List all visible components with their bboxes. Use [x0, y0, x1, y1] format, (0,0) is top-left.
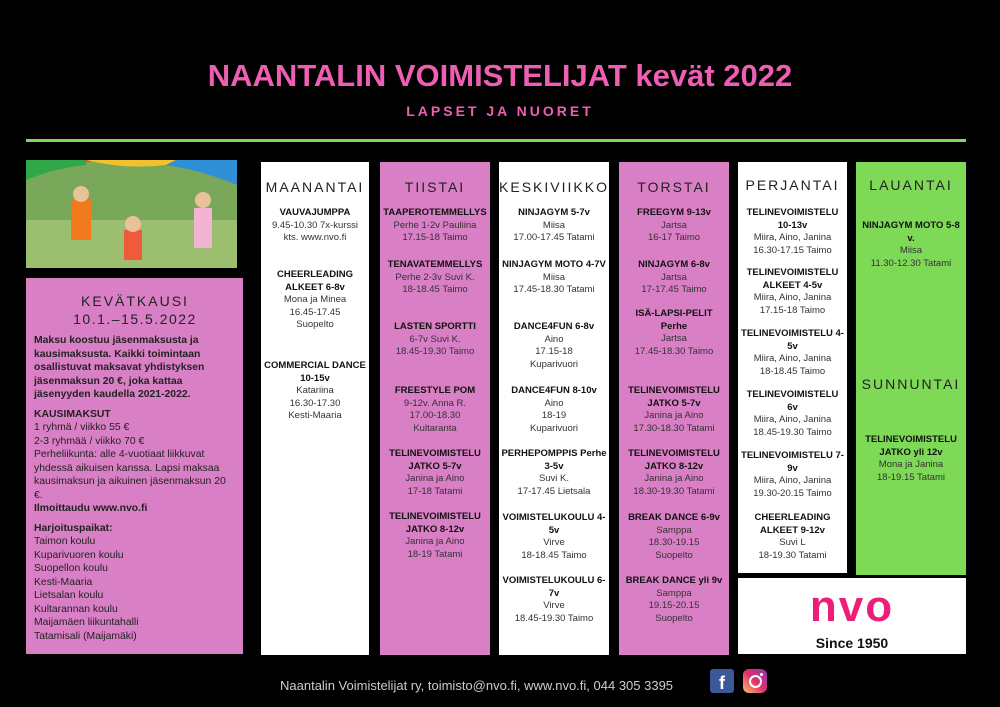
venue-item: Maijamäen liikuntahalli	[34, 617, 139, 628]
venue-item: Lietsalan koulu	[34, 590, 104, 601]
column-keskiviikko	[499, 162, 609, 655]
class-entry: VOIMISTELUKOULU 4-5v Virve 18-18.45 Taimo	[502, 512, 606, 561]
class-entry: COMMERCIAL DANCE 10-15v Katariina 16.30-17.30 Kesti-Maaria	[264, 360, 366, 421]
instagram-icon[interactable]	[743, 669, 767, 693]
class-entry: NINJAGYM 6-8v Jartsa 17-17.45 Taimo	[638, 259, 710, 295]
class-entry: TENAVATEMMELLYS Perhe 2-3v Suvi K. 18-18.45 Taimo	[387, 259, 483, 295]
class-entry: BREAK DANCE yli 9v Samppa 19.15-20.15 Suopelto	[625, 575, 723, 624]
nvo-logo	[738, 578, 966, 654]
class-entry: PERHEPOMPPIS Perhe 3-5v Suvi K. 17-17.45 Lietsala	[501, 448, 607, 497]
day-name: TORSTAI	[637, 179, 711, 195]
fee-item: 1 ryhmä / viikko 55 €	[34, 422, 130, 433]
season-info-panel	[26, 278, 243, 654]
venue-item: Taimon koulu	[34, 536, 96, 547]
class-entry: CHEERLEADING ALKEET 6-8v Mona ja Minea 16.45-17.45 Suopelto	[276, 269, 353, 330]
children-photo	[26, 160, 237, 268]
fee-item: Perheliikunta: alle 4-vuotiaat liikkuvat yhdessä aikuisen kanssa. Lapsi maksaa kausimaksun ja aikuinen jäsenmaksun 20 €.	[34, 449, 226, 501]
venue-item: Suopellon koulu	[34, 563, 108, 574]
fee-item: 2-3 ryhmää / viikko 70 €	[34, 435, 145, 447]
register-link[interactable]: Ilmoittaudu www.nvo.fi	[34, 503, 148, 514]
day-name: SUNNUNTAI	[861, 376, 961, 392]
venue-item: Kultarannan koulu	[34, 603, 118, 615]
class-entry: TELINEVOIMISTELU ALKEET 4-5v Miira, Aino, Janina 17.15-18 Taimo	[746, 267, 839, 316]
class-entry: NINJAGYM MOTO 5-8 v. Miisa 11.30-12.30 Tatami	[862, 220, 960, 269]
class-entry: NINJAGYM 5-7v Miisa 17.00-17.45 Tatami	[513, 207, 595, 243]
class-entry: VAUVAJUMPPA 9.45-10.30 7x-kurssi kts. www.nvo.fi	[271, 207, 359, 243]
season-heading: KEVÄTKAUSI	[81, 293, 189, 309]
day-name: PERJANTAI	[745, 177, 840, 193]
class-entry: FREESTYLE POM 9-12v. Anna R. 17.00-18.30 Kultaranta	[394, 385, 476, 434]
facebook-icon[interactable]: f	[710, 669, 734, 693]
column-lauantai-sunnuntai	[856, 162, 966, 575]
class-entry: TELINEVOIMISTELU JATKO 8-12v Janina ja Aino 18.30-19.30 Tatami	[628, 448, 720, 497]
class-entry: TELINEVOIMISTELU JATKO 5-7v Janina ja Aino 17-18 Tatami	[389, 448, 481, 497]
day-name: LAUANTAI	[869, 177, 953, 193]
class-entry: TELINEVOIMISTELU 10-13v Miira, Aino, Janina 16.30-17.15 Taimo	[746, 207, 839, 256]
class-entry: FREEGYM 9-13v Jartsa 16-17 Taimo	[637, 207, 711, 243]
column-tiistai	[380, 162, 490, 655]
column-maanantai	[261, 162, 369, 655]
column-torstai	[619, 162, 729, 655]
class-entry: LASTEN SPORTTI 6-7v Suvi K. 18.45-19.30 Taimo	[394, 321, 476, 357]
logo-text: nvo	[809, 582, 895, 631]
class-entry: ISÄ-LAPSI-PELIT Perhe Jartsa 17.45-18.30 Taimo	[634, 308, 714, 357]
class-entry: DANCE4FUN 6-8v Aino 17.15-18 Kuparivuori	[513, 321, 595, 370]
logo-since: Since 1950	[815, 635, 889, 651]
class-entry: TAAPEROTEMMELLYS Perhe 1-2v Pauliina 17.15-18 Taimo	[383, 207, 487, 243]
column-perjantai	[738, 162, 847, 573]
class-entry: TELINEVOIMISTELU 6v Miira, Aino, Janina 18.45-19.30 Taimo	[746, 389, 839, 438]
class-entry: TELINEVOIMISTELU JATKO 8-12v Janina ja Aino 18-19 Tatami	[389, 511, 481, 560]
class-entry: TELINEVOIMISTELU 7-9v Miira, Aino, Janina 19.30-20.15 Taimo	[741, 450, 844, 499]
venue-item: Tatamisali (Maijamäki)	[34, 630, 137, 642]
divider	[26, 139, 966, 142]
day-name: MAANANTAI	[265, 179, 365, 195]
membership-text: Maksu koostuu jäsenmaksusta ja kausimaksusta. Kaikki toimintaan osallistuvat maksavat yhdistyksen jäsenmaksun 20 €, joka kattaa jäsenyyden kaudella 2021-2022.	[34, 335, 205, 400]
class-entry: TELINEVOIMISTELU JATKO yli 12v Mona ja Janina 18-19.15 Tatami	[865, 434, 957, 483]
venue-item: Kesti-Maaria	[34, 576, 93, 588]
class-entry: NINJAGYM MOTO 4-7V Miisa 17.45-18.30 Tatami	[502, 259, 606, 295]
fees-heading: KAUSIMAKSUT	[34, 408, 111, 420]
venue-item: Kuparivuoren koulu	[34, 549, 124, 561]
class-entry: DANCE4FUN 8-10v Aino 18-19 Kuparivuori	[511, 385, 597, 434]
day-name: KESKIVIIKKO	[499, 179, 609, 195]
season-dates: 10.1.–15.5.2022	[73, 311, 197, 327]
day-name: TIISTAI	[404, 179, 466, 195]
class-entry: TELINEVOIMISTELU 4-5v Miira, Aino, Janina 18-18.45 Taimo	[741, 328, 844, 377]
class-entry: BREAK DANCE 6-9v Samppa 18.30-19.15 Suopelto	[628, 512, 720, 561]
venues-heading: Harjoituspaikat:	[34, 522, 113, 534]
class-entry: VOIMISTELUKOULU 6-7v Virve 18.45-19.30 Taimo	[502, 575, 606, 624]
page-title: NAANTALIN VOIMISTELIJAT kevät 2022	[207, 58, 793, 93]
class-entry: TELINEVOIMISTELU JATKO 5-7v Janina ja Aino 17.30-18.30 Tatami	[628, 385, 720, 434]
footer-contact: Naantalin Voimistelijat ry, toimisto@nvo.fi, www.nvo.fi, 044 305 3395	[280, 678, 674, 693]
page-subtitle: LAPSET JA NUORET	[406, 103, 594, 119]
class-entry: CHEERLEADING ALKEET 9-12v Suvi L 18-19.30 Tatami	[754, 512, 831, 561]
